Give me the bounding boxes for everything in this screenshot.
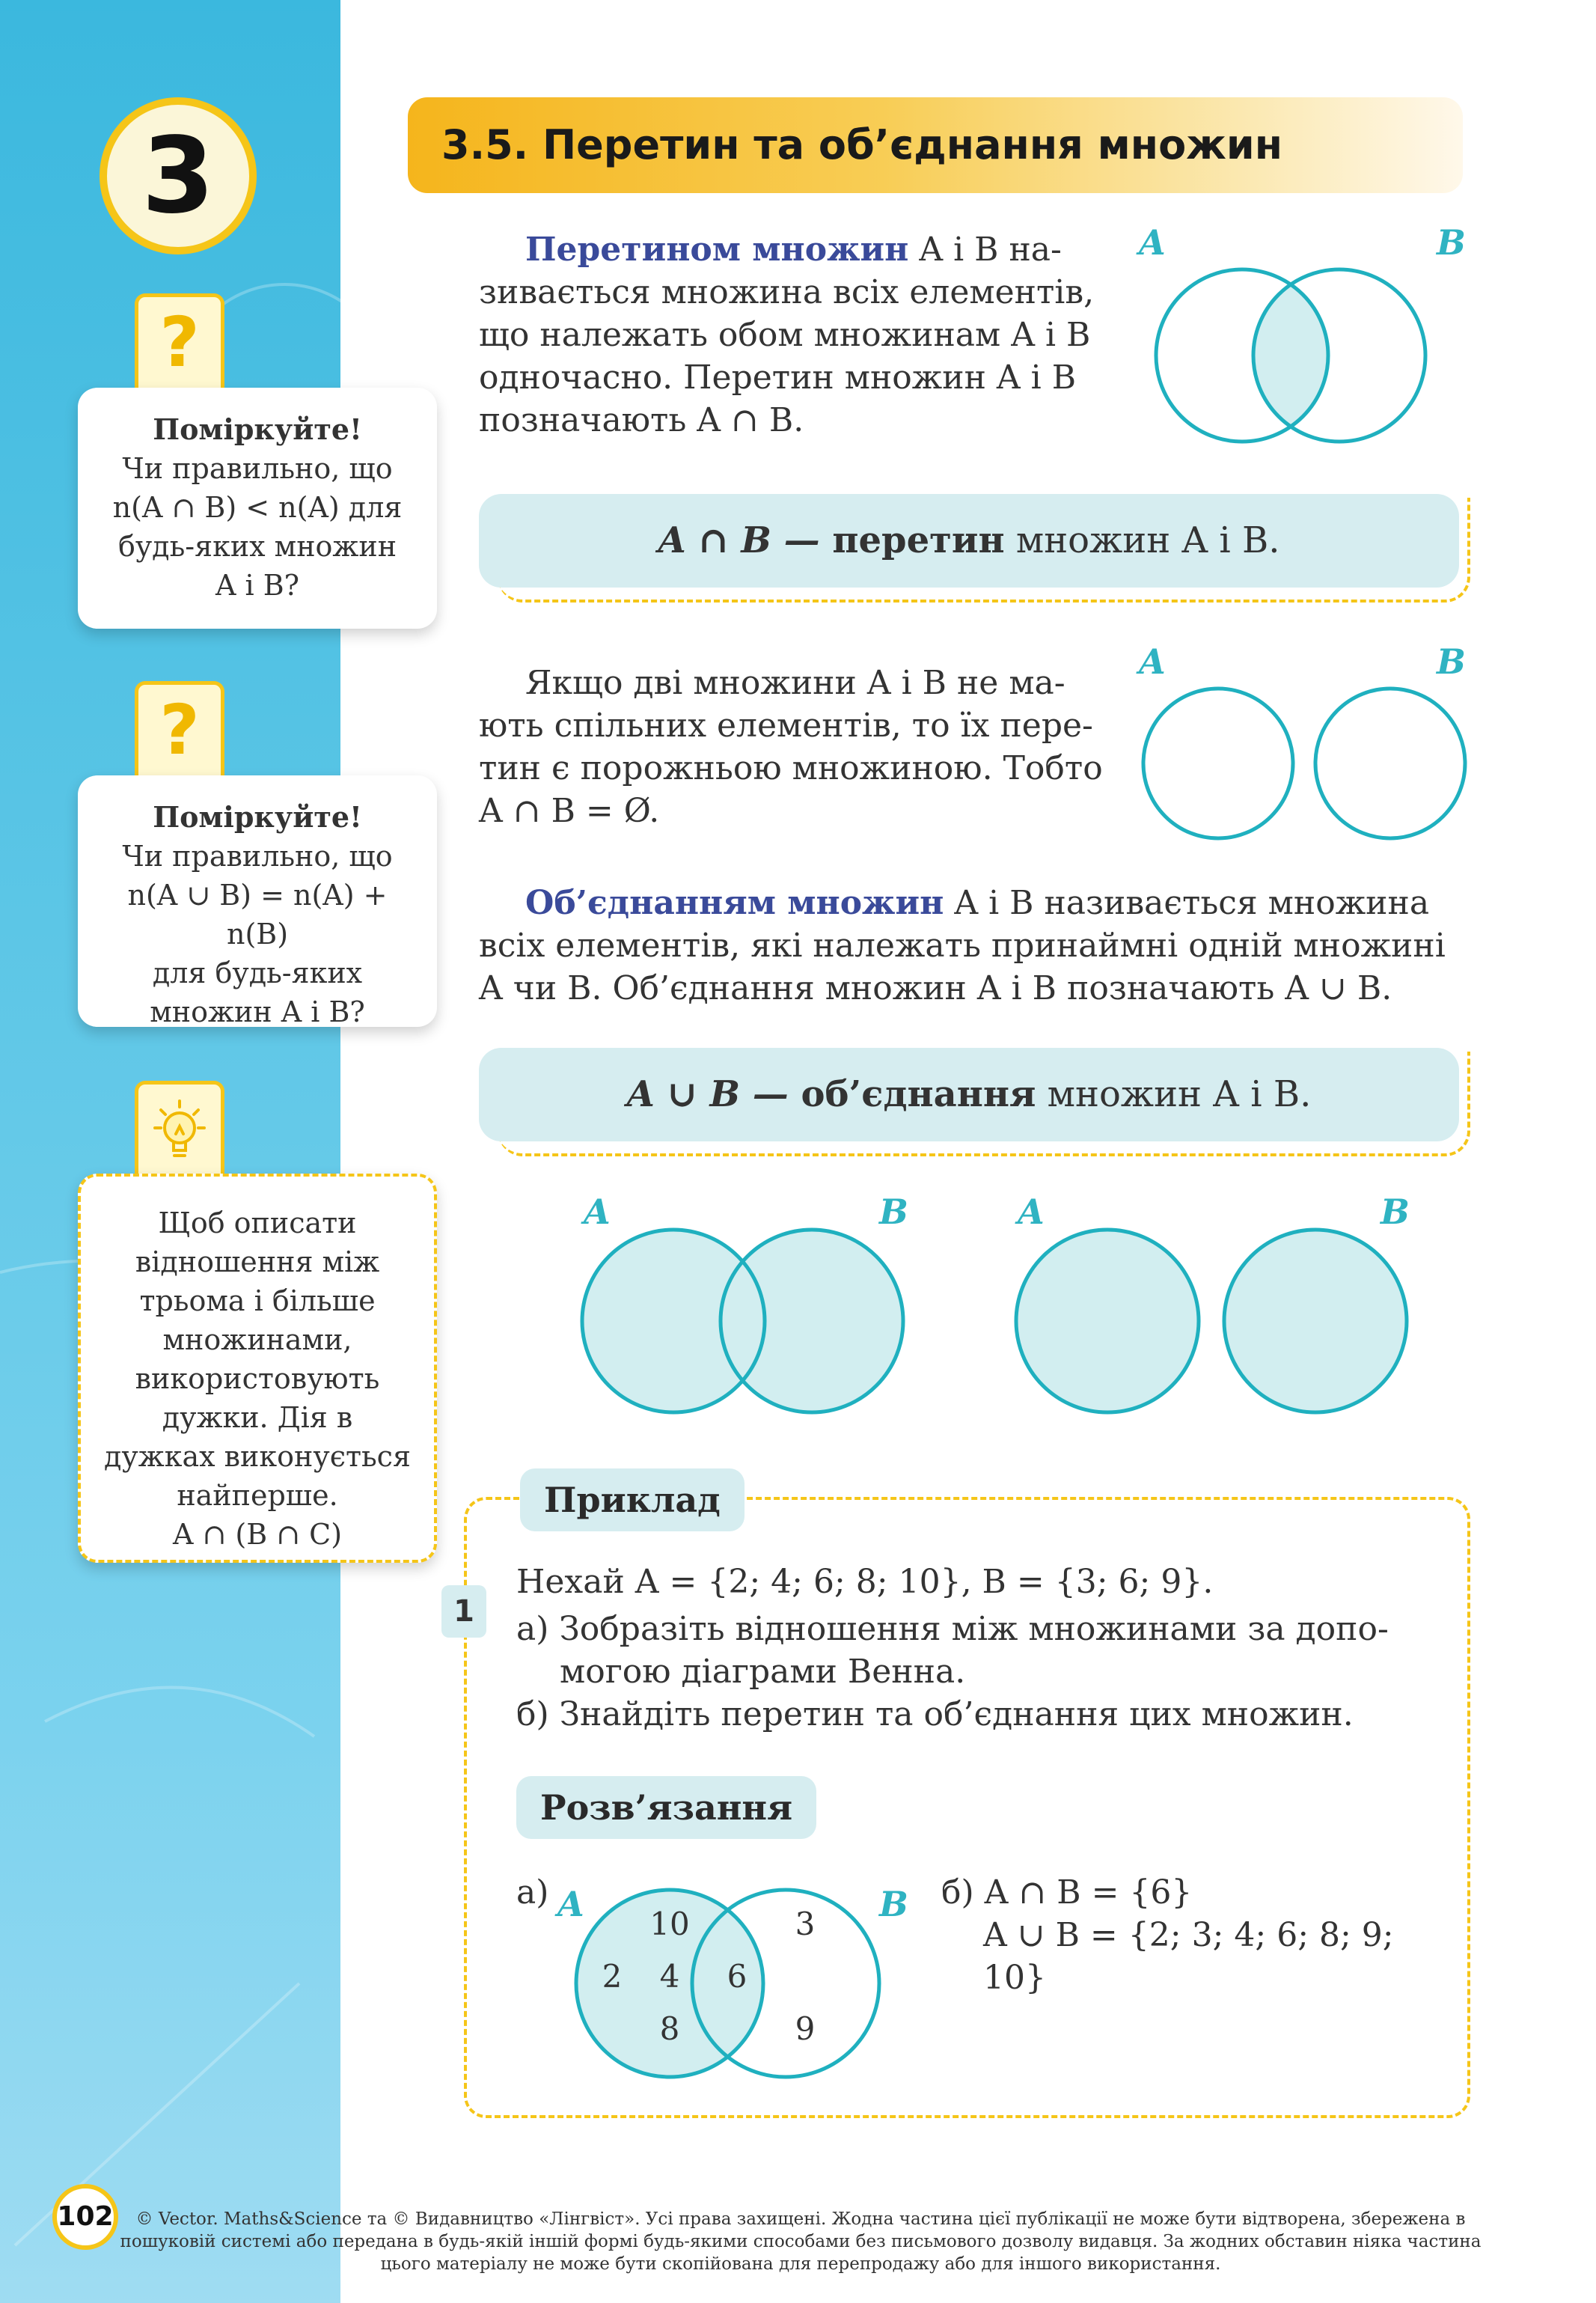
text-line: одночасно. Перетин множин A і B [479,359,1077,397]
definition-word: перетин [819,519,1005,561]
venn-value: 6 [727,1958,747,1995]
solution-line: б) A ∩ B = {6} [941,1873,1193,1912]
solution-part-b [941,1871,1465,1999]
think-box-line: Чи правильно, що [122,840,393,873]
venn-intersection-diagram [1122,217,1496,464]
venn-union-overlapping-diagram [569,1183,928,1430]
venn-value: 2 [602,1958,623,1995]
question-mark-icon: ? [135,681,224,775]
definition-rest: множин A і B. [1004,519,1280,561]
venn-value: 4 [659,1958,680,1995]
think-box-line: множин A і B? [150,995,365,1028]
set-label-a: A [557,1884,584,1924]
solution-line: A ∪ B = {2; 3; 4; 6; 8; 9; 10} [983,1916,1394,1997]
example-given: Нехай A = {2; 4; 6; 8; 10}, B = {3; 6; 9}. [516,1563,1214,1601]
definition-symbol: A ∩ B — [658,519,820,561]
text-line: A і B на- [908,231,1062,269]
set-label-a: A [584,1192,611,1232]
text-line: позначають A ∩ B. [479,401,804,439]
example-text [516,1561,1452,1736]
set-label-b: B [1437,641,1466,682]
task-line: б) Знайдіть перетин та об’єднання цих множин. [516,1695,1354,1733]
venn-union-disjoint-diagram [1003,1183,1437,1430]
think-box-line: Чи правильно, що [122,452,393,485]
intersection-definition [479,494,1459,588]
tip-line: трьома і більше [139,1284,376,1317]
lightbulb-icon [135,1081,224,1175]
text-line: A і B називається множина [944,884,1430,922]
set-label-b: B [1381,1192,1410,1232]
think-box-heading: Поміркуйте! [153,412,362,446]
text-line: ють спільних елементів, то їх пере- [479,707,1093,745]
venn-value: 9 [795,2010,816,2047]
empty-intersection-paragraph [479,662,1115,832]
tip-line: відношення між [135,1245,380,1278]
tip-line: найперше. [177,1479,338,1512]
text-line: A ∩ B = Ø. [479,792,660,830]
set-label-b: B [879,1884,908,1924]
venn-example-diagram [554,1871,913,2096]
task-line: а) Зобразіть відношення між множинами за допо- [516,1610,1389,1648]
think-box-line: для будь-яких [152,957,363,989]
text-line: Якщо дві множини A і B не ма- [525,664,1065,702]
tip-box [78,1174,437,1563]
think-box-line: n(A ∩ B) < n(A) для [112,491,403,524]
set-label-b: B [1437,222,1466,263]
question-mark-icon: ? [135,293,224,388]
think-box-line: n(A ∪ B) = n(A) + n(B) [127,879,388,951]
venn-value: 10 [649,1906,690,1942]
intersection-paragraph [479,228,1115,442]
tip-line: дужки. Дія в [162,1401,353,1434]
text-line: зивається множина всіх елементів, [479,273,1095,311]
union-term: Об’єднанням множин [525,884,944,922]
example-number: 1 [441,1585,486,1638]
union-paragraph [479,882,1470,1010]
text-line: що належать обом множинам A і B [479,316,1091,354]
copyright-notice: © Vector. Maths&Science та © Видавництво «Лінгвіст». Усі права захищені. Жодна частина цієї публікації не може бути відтворена, збережена в пошуковій системі або передана в будь-якій іншій формі будь-якими способами без письмового дозволу видавця. За жодних обставин ніяка частина цього матеріалу не може бути скопійована для перепродажу або для іншого використання. [120,2209,1482,2274]
think-box-line: A і B? [215,569,300,602]
solution-tag: Розв’язання [516,1776,816,1839]
set-label-a: A [1139,641,1166,682]
text-line: тин є порожньою множиною. Тобто [479,749,1103,787]
tip-line: A ∩ (B ∩ C) [172,1518,343,1551]
tip-line: Щоб описати [158,1207,357,1239]
tip-line: дужках виконується [104,1440,411,1473]
set-label-b: B [879,1192,908,1232]
think-box-1 [78,388,437,629]
text-line: всіх елементів, які належать принаймні одній множині [479,927,1446,965]
set-label-a: A [1139,222,1166,263]
solution-part-a-label: а) [516,1873,549,1912]
section-title: 3.5. Перетин та об’єднання множин [408,97,1463,193]
chapter-number-badge: 3 [100,97,257,254]
definition-word: об’єднання [788,1073,1036,1115]
example-tag: Приклад [520,1468,745,1531]
text-line: A чи B. Об’єднання множин A і B позначають A ∪ B. [479,969,1392,1007]
think-box-2 [78,775,437,1027]
set-label-a: A [1018,1192,1045,1232]
venn-value: 8 [659,2010,680,2047]
think-box-heading: Поміркуйте! [153,800,362,834]
union-definition [479,1048,1459,1141]
task-line: могою діаграми Венна. [560,1653,966,1691]
intersection-term: Перетином множин [525,231,909,269]
venn-value: 3 [795,1906,816,1942]
page-number: 102 [52,2184,118,2250]
venn-disjoint-diagram [1122,636,1496,853]
tip-line: множинами, [162,1323,352,1356]
definition-symbol: A ∪ B — [626,1073,789,1115]
definition-rest: множин A і B. [1036,1073,1312,1115]
tip-line: використовують [135,1362,380,1395]
think-box-line: будь-яких множин [117,530,397,563]
